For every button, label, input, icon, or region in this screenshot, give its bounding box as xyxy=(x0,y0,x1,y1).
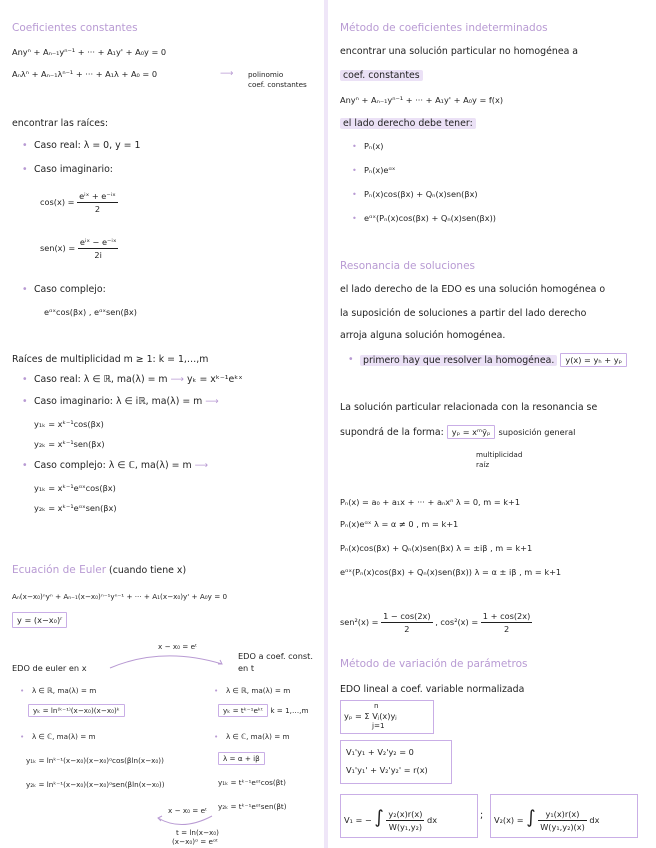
v1-dx: dx xyxy=(427,815,438,825)
indeterminados-text-2 xyxy=(340,70,423,82)
arrow-icon: ⟶ xyxy=(205,396,219,407)
section-title-resonancia: Resonancia de soluciones xyxy=(340,260,476,272)
mult-imag-y1k: y₁ₖ = xᵏ⁻¹cos(βx) xyxy=(34,419,104,429)
sum-upper-limit: n xyxy=(374,701,379,710)
rhs-form-1: • Pₙ(x) xyxy=(364,140,383,152)
euler-equation: Aₙ(x−x₀)ⁿyⁿ + Aₙ₋₁(x−x₀)ⁿ⁻¹yⁿ⁻¹ + ··· + A₁(x−x₀)y' + A₀y = 0 xyxy=(12,592,228,601)
system-eq-2: V₁'y₁' + V₂'y₂' = r(x) xyxy=(346,765,428,775)
mult-case-imaginary-label: Caso imaginario: λ ∈ iℝ, ma(λ) = m xyxy=(34,396,203,407)
trig-identities xyxy=(340,610,532,635)
resonance-case-1: Pₙ(x) = a₀ + a₁x + ··· + aₙxⁿ λ = 0, m = k+1 xyxy=(340,497,521,507)
left-real-case: • λ ∈ ℝ, ma(λ) = m xyxy=(32,686,96,695)
cos2-numerator: 1 + cos(2x) xyxy=(482,611,531,621)
arrow-icon: ⟶ xyxy=(220,68,234,79)
connector-arrows xyxy=(12,0,318,848)
resonance-case-4: eᵅˣ(Pₙ(x)cos(βx) + Qₙ(x)sen(βx)) λ = α ± iβ , m = k+1 xyxy=(340,567,562,577)
sen2-fraction xyxy=(381,610,433,635)
resonance-text-3: arroja alguna solución homogénea. xyxy=(340,330,506,341)
identity-separator: , xyxy=(435,617,441,627)
roots-heading: encontrar las raíces: xyxy=(12,118,109,129)
sen2-lhs: sen²(x) = xyxy=(340,617,379,627)
general-solution-box: y(x) = yₕ + yₚ xyxy=(560,353,627,367)
cos2-denominator: 2 xyxy=(503,624,510,634)
v2-fraction xyxy=(538,808,587,833)
multiplicity-heading: Raíces de multiplicidad m ≥ 1: k = 1,…,m xyxy=(12,354,209,365)
case-complex: • Caso complejo: xyxy=(34,284,106,296)
resonance-step xyxy=(360,354,627,367)
substitution-bottom-3: (x−x₀)ᵅ = eᵅᵗ xyxy=(172,837,218,846)
substitution-top: x − x₀ = eᵗ xyxy=(158,642,198,651)
highlight-lado-derecho: el lado derecho debe tener: xyxy=(340,118,476,129)
resonance-text-4: La solución particular relacionada con la resonancia se xyxy=(340,402,598,413)
characteristic-equation: Aₙλⁿ + Aₙ₋₁λⁿ⁻¹ + ··· + A₁λ + A₀ = 0 xyxy=(12,69,158,79)
mult-imag-y2k: y₂ₖ = xᵏ⁻¹sen(βx) xyxy=(34,439,105,449)
homogeneous-equation: Anyⁿ + Aₙ₋₁yⁿ⁻¹ + ··· + A₁y' + A₀y = 0 xyxy=(12,47,167,57)
v1-fraction xyxy=(386,808,424,833)
integral-sign-icon: ∫ xyxy=(374,807,384,828)
left-real-box: yₖ = ln⁽ᵏ⁻¹⁾(x−x₀)(x−x₀)ᵏ xyxy=(28,704,125,717)
sum-lower-limit: j=1 xyxy=(372,721,385,730)
integral-sign-icon: ∫ xyxy=(526,807,536,828)
sen2-numerator: 1 − cos(2x) xyxy=(383,611,431,621)
case-imaginary: • Caso imaginario: xyxy=(34,164,113,176)
v2-denominator: W(y₁,y₂)(x) xyxy=(540,822,585,832)
rhs-form-2: • Pₙ(x)eᵅˣ xyxy=(364,164,395,176)
note-coef-constantes: coef. constantes xyxy=(248,80,307,89)
column-divider xyxy=(324,0,328,848)
note-polinomio: polinomio xyxy=(248,70,284,79)
left-complex-y1k: y₁ₖ = lnᵏ⁻¹(x−x₀)(x−x₀)ᵅcos(βln(x−x₀)) xyxy=(26,756,164,765)
euler-subtitle: (cuando tiene x) xyxy=(109,565,187,576)
left-complex-y2k: y₂ₖ = lnᵏ⁻¹(x−x₀)(x−x₀)ᵅsen(βln(x−x₀)) xyxy=(26,780,165,789)
cos-lhs: cos(x) = xyxy=(40,197,75,207)
mult-case-real-result: yₖ = xᵏ⁻¹eᵏˣ xyxy=(186,374,243,385)
complex-solutions: eᵅˣcos(βx) , eᵅˣsen(βx) xyxy=(44,307,137,317)
v2-lhs: V₂(x) = xyxy=(494,815,524,825)
integral-separator: ; xyxy=(480,810,484,821)
v1-denominator: W(y₁,y₂) xyxy=(388,822,423,832)
right-complex-box: λ = α + iβ xyxy=(218,752,265,765)
resonance-form-row xyxy=(340,426,575,439)
arrow-icon: ⟶ xyxy=(170,374,187,385)
mult-case-complex-label: Caso complejo: λ ∈ ℂ, ma(λ) = m xyxy=(34,460,192,471)
sen-lhs: sen(x) = xyxy=(40,243,76,253)
top-connector-arrow xyxy=(110,656,222,668)
right-real-box: yₖ = tᵏ⁻¹eᵏᵗ xyxy=(218,704,268,717)
note-raiz: raíz xyxy=(476,460,490,469)
right-complex-y1k: y₁ₖ = tᵏ⁻¹eᵅᵗcos(βt) xyxy=(218,778,286,787)
v1-lhs: V₁ = − xyxy=(344,815,372,825)
nonhomogeneous-equation: Anyⁿ + Aₙ₋₁yⁿ⁻¹ + ··· + A₁y' + A₀y = f(x) xyxy=(340,95,504,105)
resonance-text-1: el lado derecho de la EDO es una solución homogénea o xyxy=(340,284,606,295)
sen-denominator: 2i xyxy=(94,250,102,260)
sum-formula: yₚ = Σ Vⱼ(x)yⱼ xyxy=(344,711,397,721)
edo-euler-label: EDO de euler en x xyxy=(12,663,87,673)
left-complex-case: • λ ∈ ℂ, ma(λ) = m xyxy=(32,732,96,741)
highlight-coef-constantes: coef. constantes xyxy=(340,70,423,81)
arrow-icon: ⟶ xyxy=(194,460,209,471)
resonance-form-label: supondrá de la forma: xyxy=(340,427,444,438)
mult-case-real-label: Caso real: λ ∈ ℝ, ma(λ) = m xyxy=(34,374,168,385)
sen-numerator: eⁱˣ − e⁻ⁱˣ xyxy=(79,237,117,247)
cos2-lhs: cos²(x) = xyxy=(440,617,479,627)
rhs-form-3: • Pₙ(x)cos(βx) + Qₙ(x)sen(βx) xyxy=(364,188,478,200)
resonance-case-2: Pₙ(x)eᵅˣ λ = α ≠ 0 , m = k+1 xyxy=(340,519,459,529)
v1-integral xyxy=(344,808,437,833)
resonance-text-2: la suposición de soluciones a partir del lado derecho xyxy=(340,308,587,319)
euler-ansatz-box: y = (x−x₀)ʳ xyxy=(12,612,67,628)
right-real-k: k = 1,…,m xyxy=(270,706,309,715)
section-title-coef-indeterminados: Método de coeficientes indeterminados xyxy=(340,22,548,34)
system-eq-1: V₁'y₁ + V₂'y₂ = 0 xyxy=(346,747,414,757)
edo-cc-note-a: EDO a coef. const. xyxy=(238,651,313,661)
v2-integral xyxy=(494,808,599,833)
variation-text: EDO lineal a coef. variable normalizada xyxy=(340,684,525,695)
mult-cplx-y1k: y₁ₖ = xᵏ⁻¹eᵅˣcos(βx) xyxy=(34,483,116,493)
resonance-case-3: Pₙ(x)cos(βx) + Qₙ(x)sen(βx) λ = ±iβ , m = k+1 xyxy=(340,543,533,553)
case-real: • Caso real: λ = 0, y = 1 xyxy=(34,140,140,152)
cos2-fraction xyxy=(481,610,533,635)
right-complex-case: • λ ∈ ℂ, ma(λ) = m xyxy=(226,732,290,741)
cos-numerator: eⁱˣ + e⁻ⁱˣ xyxy=(79,191,116,201)
section-title-euler: Ecuación de Euler xyxy=(12,564,107,576)
right-complex-y2k: y₂ₖ = tᵏ⁻¹eᵅᵗsen(βt) xyxy=(218,802,287,811)
section-title-coeficientes: Coeficientes constantes xyxy=(12,22,138,34)
v2-numerator: y₁(x)r(x) xyxy=(538,808,587,821)
rhs-form-4: • eᵅˣ(Pₙ(x)cos(βx) + Qₙ(x)sen(βx)) xyxy=(364,212,496,224)
substitution-bottom-2: t = ln(x−x₀) xyxy=(176,828,219,837)
particular-ansatz-box: yₚ = xᵐỹₚ xyxy=(447,425,496,439)
v2-dx: dx xyxy=(589,815,600,825)
right-real-case: • λ ∈ ℝ, ma(λ) = m xyxy=(226,686,290,695)
edo-cc-note-b: en t xyxy=(238,663,255,673)
general-assumption-note: suposición general xyxy=(498,427,576,437)
cos-denominator: 2 xyxy=(94,204,101,214)
rhs-heading xyxy=(340,118,476,130)
note-multiplicidad: multiplicidad xyxy=(476,450,523,459)
bottom-connector-arrow xyxy=(158,816,212,825)
indeterminados-text-1: encontrar una solución particular no homogénea a xyxy=(340,46,579,57)
sen2-denominator: 2 xyxy=(404,624,410,634)
mult-cplx-y2k: y₂ₖ = xᵏ⁻¹eᵅˣsen(βx) xyxy=(34,503,117,513)
substitution-bottom: x − x₀ = eᵗ xyxy=(168,806,208,815)
highlight-resolver-homogenea: primero hay que resolver la homogénea. xyxy=(360,355,557,366)
section-title-variacion: Método de variación de parámetros xyxy=(340,658,528,670)
v1-numerator: y₂(x)r(x) xyxy=(388,809,423,819)
